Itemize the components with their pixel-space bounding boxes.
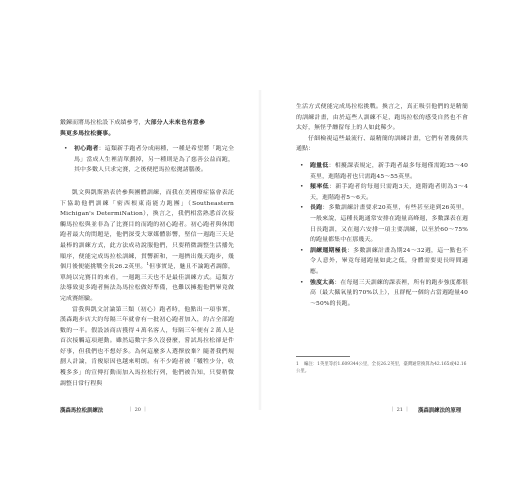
right-paragraph-2: 仔細檢視這些最流行、最精簡的訓練計畫，它們有著幾個共通點：	[296, 135, 468, 153]
left-page	[0, 0, 258, 500]
footnote	[296, 361, 468, 375]
right-body	[296, 102, 468, 309]
left-paragraph-1: 凱文與凱斯熟表於參與團體訓練，而我在美國療症協會表託下協助他們訓練「密西根東南能力跑團」（Southeastern Michigan's DetermiNation），換言之，我們相當熟悉首次接觸馬拉松與並非為了比賽目的而跑的初心跑者。初心跑者與休閒跑者最大的問題是，他們深受大眾媒體影響，堅信一週跑三天是最棒的訓練方式，此方法成功說服他們，只要稍微調整生活播先順序，便能完成馬拉松訓練，貫響新和，一週擠出幾天跑步，幾個月後便能挑戰全長26.2英里。$^1$但事實是，魅且不論跑者調節，單純以完賽目的來看，一週跑三天也不是最佳訓練方式。這類方法導致更多跑者無法為馬拉松做好準備，也難以擁抱他們畢竟做完成賽經驗。	[60, 189, 234, 302]
left-line-0: 鍛鍊而將馬拉松設下成績參考，大部分人未來也有意參	[60, 119, 205, 126]
left-line-1: 與更多馬拉松賽事。	[60, 129, 115, 137]
right-paragraph-1: 生活方式便能完成馬拉松挑戰。換言之，真正吸引他們的是精簡的訓練計畫，由於這些人訓練不足，跑馬拉松的感受自然也不會太好，無怪乎纏留每上的人如此稀少。	[296, 104, 468, 132]
left-body	[60, 118, 234, 389]
running-head-left: 漢森馬拉松訓練法	[60, 408, 104, 414]
page-number-right: ｜ 21 ｜	[390, 407, 410, 413]
bullet-long-cycle: • 訓練週期極長：多數訓練計畫為期24～32週，這一點也不令人意外，畢竟每週跑量如此之低，身體需要更長時間適應。	[296, 246, 468, 278]
bullet-low-frequency: • 頻率低：新手跑者約每週只需跑3天，進階跑者則為3～4天，進階跑者5～6天。	[296, 182, 468, 203]
footnote-marker: 1	[146, 261, 150, 267]
footnote-text: 編注：1英里等於1.609344公里，全長26.2英里，臺灣通常換算為42.165或42.16公里。	[296, 362, 467, 374]
bullet-high-intensity: • 強度太高：在每週三天訓練的課表裡，所有的跑步強度都很高（最大攝氧量的70%以上），且群配一個約占當週跑量40～50%的長跑。	[296, 278, 468, 310]
bullet-long-run: • 長跑：多數訓練計畫要求20英里，有些甚至達到26英里，一般來說，這種長跑通常安排在跑量高峰週，多數課表在週日長跑訓，又在週六安排一項主要訓練，以至於60～75%的跑量都集中在那幾天。	[296, 203, 468, 245]
left-paragraph-2: 當我與凱文討論第三類（初心）跑者時，他點出一項事實，漢森跑步店大約每隔三年就會有一批初心跑者加入，約占全部跑數的一半。假設該商店獲得４萬名客人，每隔三年便有２萬人是首次接觸這項運動。雖然這數字多久沒發麼，嘗試馬拉松卻是件好事，但我們也不想好多。為何這麼多人選擇放棄？隨著我們規劃人計論，肯俊原因也越來明朗。有不少跑者被「犧牲少分，收穫多多」的宣傳打動而加入馬拉松行列，他們被告知，只要稍微調整日常行程與	[60, 306, 234, 387]
footnote-number: 1	[296, 362, 299, 367]
left-bullet-beginner: • 初心跑者：這類新手跑者分成兩種，一種是希望將「跑完全馬」當成人生裡清單劃掉，另一種則是為了慈善公益而跑，其中多數人只求完賽，之後便把馬拉松拋諸腦後。	[60, 144, 234, 176]
page-number-left: ｜ 20 ｜	[128, 407, 148, 413]
right-page	[262, 0, 520, 500]
running-head-right: 漢森訓練法的原理	[418, 408, 462, 414]
footnote-rule	[296, 356, 350, 357]
bullet-low-mileage: • 跑量低：相擾課表規定，新手跑者最多每週僅需跑35～40英里，進階跑者也只需跑45～55英里。	[296, 161, 468, 182]
